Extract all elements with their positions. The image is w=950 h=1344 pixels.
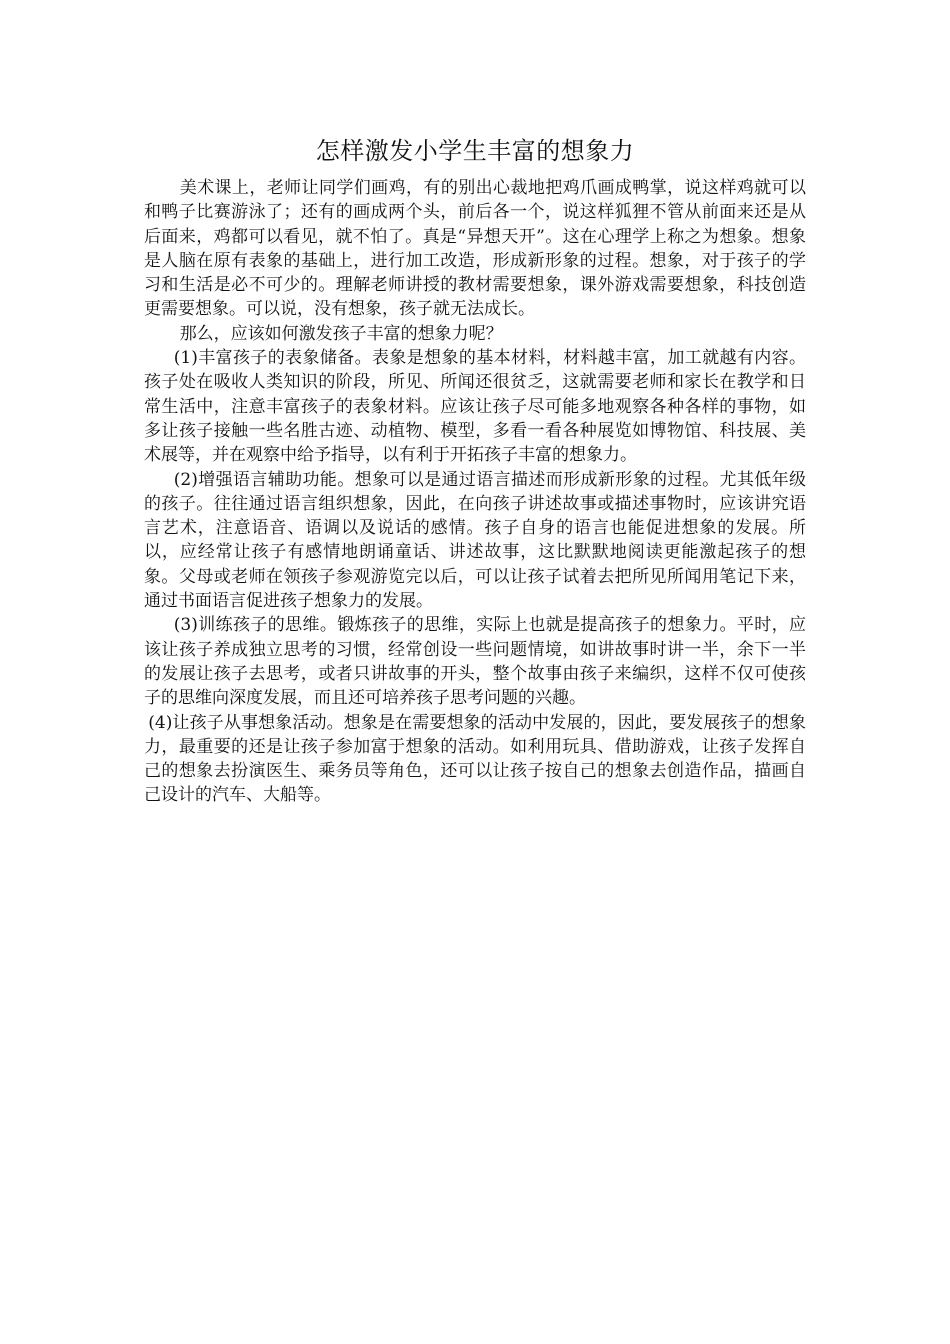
paragraph-intro: 美术课上，老师让同学们画鸡，有的别出心裁地把鸡爪画成鸭掌，说这样鸡就可以和鸭子比赛游泳了；还有的画成两个头，前后各一个，说这样狐狸不管从前面来还是从后面来，鸡都可以看见，就不怕了。真是“异想天开”。这在心理学上称之为想象。想象是人脑在原有表象的基础上，进行加工改造，形成新形象的过程。想象，对于孩子的学习和生活是必不可少的。理解老师讲授的教材需要想象，课外游戏需要想象，科技创造更需要想象。可以说，没有想象，孩子就无法成长。 [144,178,806,320]
paragraph-point-3: (3)训练孩子的思维。锻炼孩子的思维，实际上也就是提高孩子的想象力。平时，应该让孩子养成独立思考的习惯，经常创设一些问题情境，如讲故事时讲一半，余下一半的发展让孩子去思考，或者只讲故事的开头，整个故事由孩子来编织，这样不仅可使孩子的思维向深度发展，而且还可培养孩子思考问题的兴趣。 [144,615,806,709]
paragraph-question: 那么，应该如何激发孩子丰富的想象力呢？ [179,323,503,344]
paragraph-point-4: (4)让孩子从事想象活动。想象是在需要想象的活动中发展的，因此，要发展孩子的想象力，最重要的还是让孩子参加富于想象的活动。如利用玩具、借助游戏，让孩子发挥自己的想象去扮演医生、乘务员等角色，还可以让孩子按自己的想象去创造作品，描画自己设计的汽车、大船等。 [144,712,806,806]
paragraph-point-1: (1)丰富孩子的表象储备。表象是想象的基本材料，材料越丰富，加工就越有内容。孩子处在吸收人类知识的阶段，所见、所闻还很贫乏，这就需要老师和家长在教学和日常生活中，注意丰富孩子的表象材料。应该让孩子尽可能多地观察各种各样的事物，如多让孩子接触一些名胜古迹、动植物、模型，多看一看各种展览如博物馆、科技展、美术展等，并在观察中给予指导，以有利于开拓孩子丰富的想象力。 [144,348,806,466]
paragraph-point-2: (2)增强语言辅助功能。想象可以是通过语言描述而形成新形象的过程。尤其低年级的孩子。往往通过语言组织想象，因此，在向孩子讲述故事或描述事物时，应该讲究语言艺术，注意语音、语调以及说话的感情。孩子自身的语言也能促进想象的发展。所以，应经常让孩子有感情地朗诵童话、讲述故事，这比默默地阅读更能激起孩子的想象。父母或老师在领孩子参观游览完以后，可以让孩子试着去把所见所闻用笔记下来，通过书面语言促进孩子想象力的发展。 [144,469,806,612]
document-body [144,134,806,808]
document-title: 怎样激发小学生丰富的想象力 [315,137,635,165]
